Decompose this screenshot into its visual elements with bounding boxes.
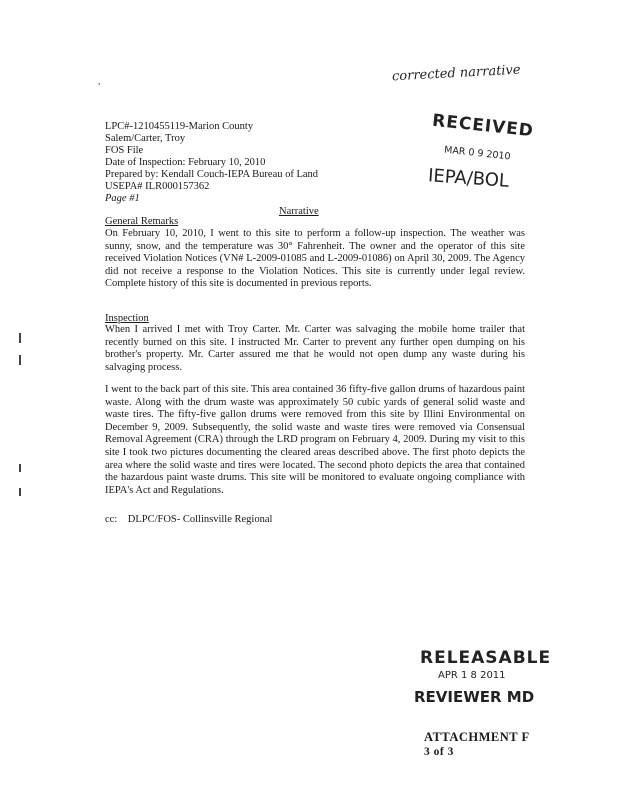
header-case-number: LPC#-1210455119-Marion County (105, 121, 254, 132)
margin-mark (19, 488, 21, 496)
cc-line: cc: DLPC/FOS- Collinsville Regional (105, 514, 273, 525)
header-usepa-number: USEPA# ILR000157362 (105, 181, 210, 192)
handwritten-note: corrected narrative (391, 62, 521, 85)
narrative-title: Narrative (279, 206, 319, 217)
margin-mark (19, 464, 21, 472)
margin-mark (19, 355, 21, 365)
reviewer-stamp: REVIEWER MD (414, 688, 535, 706)
inspection-paragraph-2: I went to the back part of this site. This area contained 36 fifty-five gallon drums of hazardous paint waste. Along with the drum waste was approximately 50 cubic yards of general solid waste and waste tires. The fifty-five gallon drums were removed from this site by Illini Environmental on December 9, 2009. Subsequently, the solid waste and waste tires were removed via Consensual Removal Agreement (CRA) through the LRD program on February 4, 2009. During my visit to this site I took two pictures documenting the cleared areas described above. The first photo depicts the area where the solid waste and tires were located. The second photo depicts the area that contained the hazardous paint waste drums. This site will be monitored to evaluate ongoing compliance with IEPA's Act and Regulations. (105, 384, 525, 496)
received-stamp-title: RECEIVED (431, 110, 535, 142)
general-remarks-heading: General Remarks (105, 216, 179, 227)
attachment-page: 3 of 3 (424, 746, 454, 758)
scan-tick: , (98, 76, 101, 86)
releasable-stamp-title: RELEASABLE (420, 648, 552, 668)
inspection-paragraph-1: When I arrived I met with Troy Carter. Mr. Carter was salvaging the mobile home trailer that recently burned on this site. I instructed Mr. Carter to prevent any further open dumping on his brother's property. Mr. Carter assured me that he would not open dump any waste during his salvaging process. (105, 324, 525, 373)
header-file: FOS File (105, 145, 144, 156)
header-page-number: Page #1 (105, 193, 140, 204)
releasable-stamp-date: APR 1 8 2011 (438, 670, 506, 681)
inspection-heading: Inspection (105, 313, 149, 324)
header-inspection-date: Date of Inspection: February 10, 2010 (105, 157, 266, 168)
header-site-name: Salem/Carter, Troy (105, 133, 186, 144)
attachment-label: ATTACHMENT F (424, 730, 530, 744)
general-remarks-text: On February 10, 2010, I went to this site to perform a follow-up inspection. The weather was sunny, snow, and the temperature was 30° Fahrenheit. The owner and the operator of this site received Violation Notices (VN# L-2009-01085 and L-2009-01086) on April 30, 2009. The Agency did not receive a response to the Violation Notices. This site is currently under legal review. Complete history of this site is documented in previous reports. (105, 228, 525, 290)
header-prepared-by: Prepared by: Kendall Couch-IEPA Bureau of Land (105, 169, 319, 180)
margin-mark (19, 333, 21, 343)
received-stamp-office: IEPA/BOL (427, 165, 510, 192)
received-stamp-date: MAR 0 9 2010 (443, 144, 512, 163)
